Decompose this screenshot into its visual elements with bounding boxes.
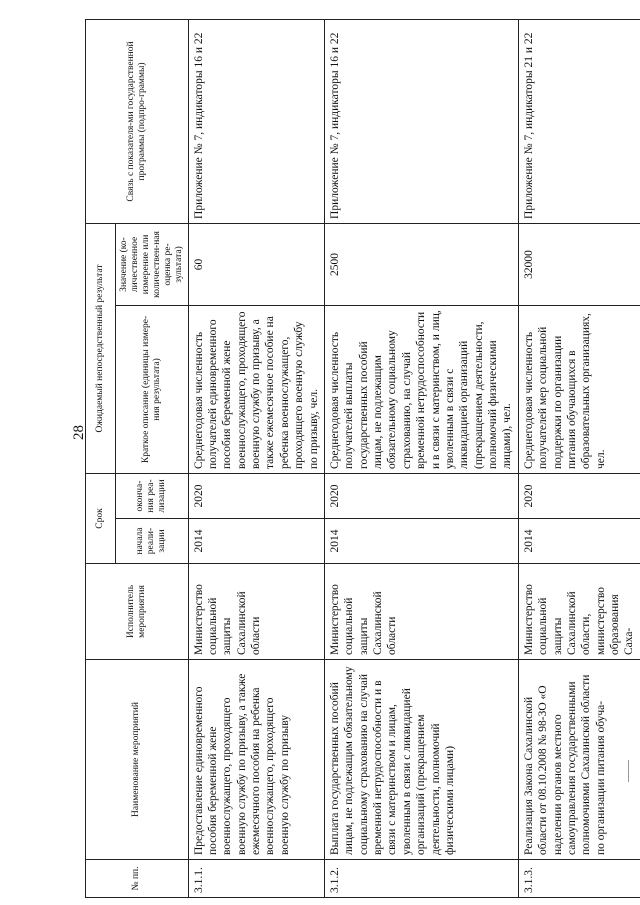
- header-result-value: Значение (ко-личественное измерение или количествен-ная оценка ре-зультата): [116, 223, 189, 305]
- header-term-end: оконча-ния реа-лизации: [116, 473, 189, 518]
- table-row: [518, 19, 640, 897]
- row-desc: Среднегодовая численность получателей мер социальной поддержки по организации питания обучающихся в образовательных организациях, чел.: [518, 305, 640, 473]
- rotated-table-wrapper: [85, 20, 636, 898]
- header-term: Срок: [86, 473, 116, 563]
- row-executor: Министерство социальной защиты Сахалинской области: [324, 564, 518, 660]
- row-end: 2020: [324, 473, 518, 518]
- row-end: 2020: [518, 473, 640, 518]
- row-executor: Министерство социальной защиты Сахалинской области, министерство образования Саха-: [518, 564, 640, 660]
- row-value: 2500: [324, 223, 518, 305]
- row-name: Реализация Закона Сахалинской области от 08.10.2008 № 98-ЗО «О наделении органов местного самоуправления государственными полномочиями Сахалинской области по организации питания обуча-: [518, 660, 640, 860]
- row-num: 3.1.3.: [518, 860, 640, 898]
- row-num: 3.1.1.: [188, 860, 324, 898]
- row-start: 2014: [324, 519, 518, 564]
- program-activities-table: [85, 19, 640, 898]
- header-result: Ожидаемый непосредственный результат: [86, 223, 116, 473]
- header-name: Наименование мероприятий: [86, 660, 189, 860]
- row-name: Выплата государственных пособий лицам, не подлежащим обязательному социальному страхованию на случай временной нетрудоспособности и в связи с материнством и лицам, уволенным в связи с ликвидацией организаций (прекращением деятельности, полномочий физическими лицами): [324, 660, 518, 860]
- header-result-desc: Краткое описание (единицы измере-ния результата): [116, 305, 189, 473]
- row-start: 2014: [518, 519, 640, 564]
- row-link: Приложение № 7, индикаторы 16 и 22: [324, 19, 518, 223]
- header-term-start: начала реали-зации: [116, 519, 189, 564]
- row-value: 32000: [518, 223, 640, 305]
- header-executor: Исполнитель мероприятия: [86, 564, 189, 660]
- row-start: 2014: [188, 519, 324, 564]
- row-desc: Среднегодовая численность получателей единовременного пособия беременной жене военнослужащего, проходящего военную службу по призыву, а также ежемесячное пособие на ребенка военнослужащего, проходящего военную службу по призыву, чел.: [188, 305, 324, 473]
- table-row: [324, 19, 518, 897]
- page-number: 28: [71, 425, 87, 440]
- row-link: Приложение № 7, индикаторы 21 и 22: [518, 19, 640, 223]
- row-executor: Министерство социальной защиты Сахалинской области: [188, 564, 324, 660]
- row-num: 3.1.2.: [324, 860, 518, 898]
- row-end: 2020: [188, 473, 324, 518]
- row-value: 60: [188, 223, 324, 305]
- row-name: Предоставление единовременного пособия беременной жене военнослужащего, проходящего военную службу по призыву, а также ежемесячного пособия на ребенка военнослужащего, проходящего военную службу по призыву: [188, 660, 324, 860]
- header-link: Связь с показателя-ми государственной программы (подпро-граммы): [86, 19, 189, 223]
- row-desc: Среднегодовая численность получателей выплаты государственных пособий лицам, не подлежащим обязательному социальному страхованию, на случай временной нетрудоспособности и в связи с материнством, и лиц, уволенным в связи с ликвидацией организаций (прекращением деятельности, полномочий физическими лицами), чел.: [324, 305, 518, 473]
- header-num: № пп.: [86, 860, 189, 898]
- row-link: Приложение № 7, индикаторы 16 и 22: [188, 19, 324, 223]
- scan-mark: [628, 760, 629, 782]
- table-row: [188, 19, 324, 897]
